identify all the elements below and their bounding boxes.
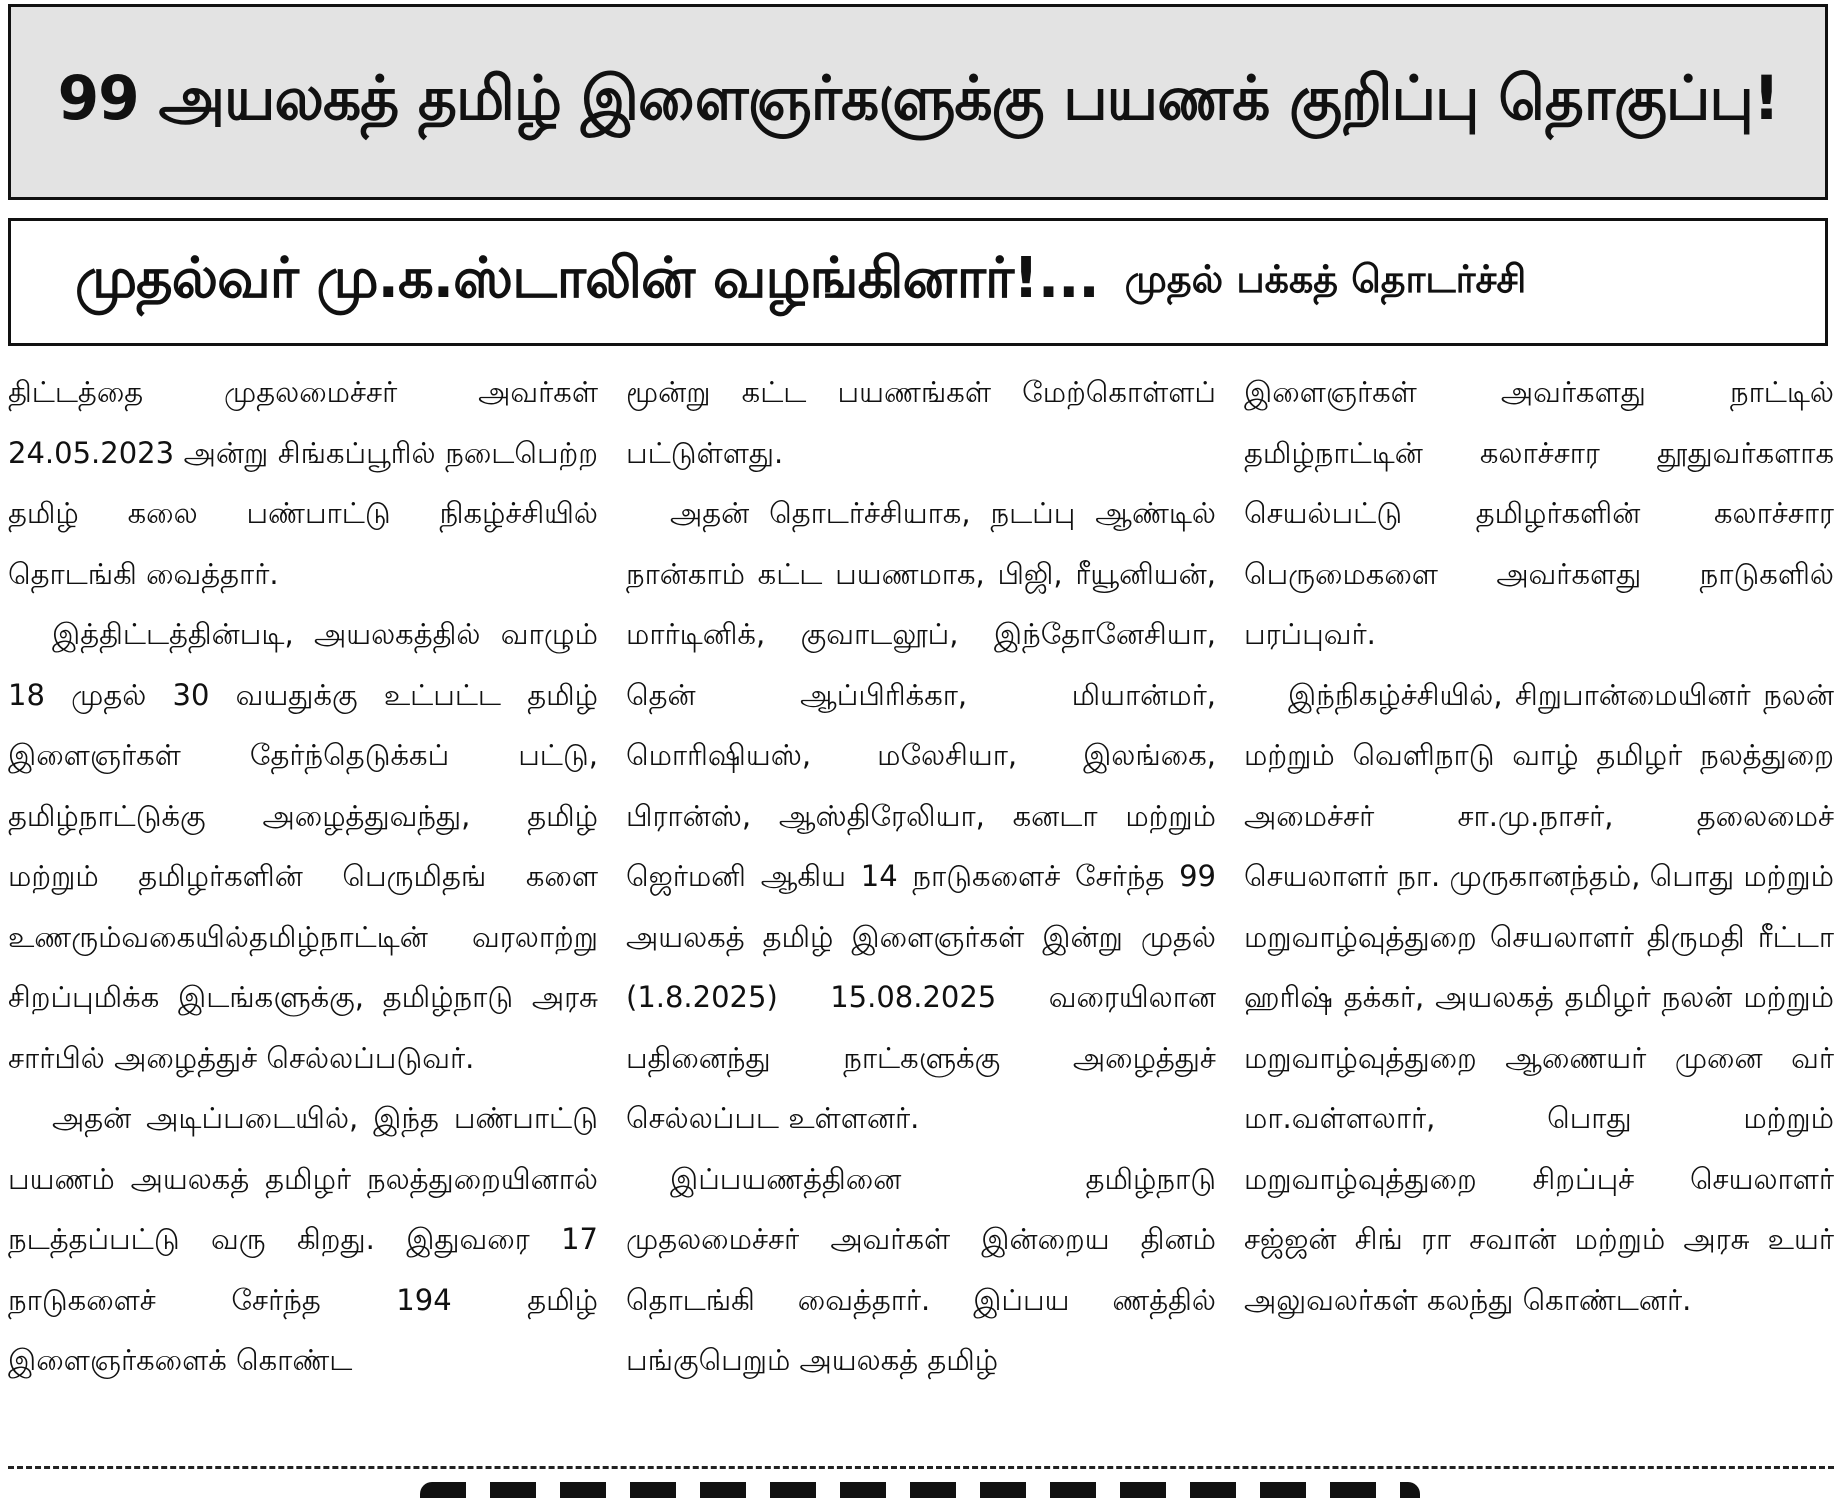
paragraph: மூன்று கட்ட பயணங்கள் மேற்கொள்ளப் பட்டுள்ளது. bbox=[626, 375, 1216, 470]
subheadline-banner bbox=[8, 218, 1828, 346]
article-body bbox=[8, 362, 1834, 1442]
headline-banner bbox=[8, 4, 1828, 200]
paragraph: இளைஞர்கள் அவர்களது நாட்டில் தமிழ்நாட்டின் கலாச்சார தூதுவர்களாக செயல்பட்டு தமிழர்களின் கலாச்சார பெருமைகளை அவர்களது நாடுகளில் பரப்புவர். bbox=[1244, 375, 1834, 651]
headline: 99 அயலகத் தமிழ் இளைஞர்களுக்கு பயணக் குறிப்பு தொகுப்பு! bbox=[57, 62, 1779, 134]
subheadline: முதல்வர் மு.க.ஸ்டாலின் வழங்கினார்!... bbox=[75, 246, 1099, 311]
paragraph: அதன் அடிப்படையில், இந்த பண்பாட்டு பயணம் அயலகத் தமிழர் நலத்துறையினால் நடத்தப்பட்டு வரு கிறது. இதுவரை 17 நாடுகளைச் சேர்ந்த 194 தமிழ் இளைஞர்களைக் கொண்ட bbox=[8, 1101, 598, 1377]
paragraph: இந்நிகழ்ச்சியில், சிறுபான்மையினர் நலன் மற்றும் வெளிநாடு வாழ் தமிழர் நலத்துறை அமைச்சர் சா.மு.நாசர், தலைமைச் செயலாளர் நா. முருகானந்தம், பொது மற்றும் மறுவாழ்வுத்துறை செயலாளர் திருமதி ரீட்டா ஹரிஷ் தக்கர், அயலகத் தமிழர் நலன் மற்றும் மறுவாழ்வுத்துறை ஆணையர் முனை வர் மா.வள்ளலார், பொது மற்றும் மறுவாழ்வுத்துறை சிறப்புச் செயலாளர் சஜ்ஜன் சிங் ரா சவான் மற்றும் அரசு உயர் அலுவலர்கள் கலந்து கொண்டனர். bbox=[1244, 677, 1834, 1317]
paragraph: இத்திட்டத்தின்படி, அயலகத்தில் வாழும் 18 முதல் 30 வயதுக்கு உட்பட்ட தமிழ் இளைஞர்கள் தேர்ந்தெடுக்கப் பட்டு, தமிழ்நாட்டுக்கு அழைத்துவந்து, தமிழ் மற்றும் தமிழர்களின் பெருமிதங் களை உணரும்வகையில்தமிழ்நாட்டின் வரலாற்று சிறப்புமிக்க இடங்களுக்கு, தமிழ்நாடு அரசு சார்பில் அழைத்துச் செல்லப்படுவர். bbox=[8, 617, 598, 1075]
article-column-3 bbox=[1244, 362, 1834, 1442]
dashed-divider bbox=[8, 1466, 1834, 1469]
article-column-2 bbox=[626, 362, 1216, 1442]
article-column-1 bbox=[8, 362, 598, 1442]
paragraph: அதன் தொடர்ச்சியாக, நடப்பு ஆண்டில் நான்காம் கட்ட பயணமாக, பிஜி, ரீயூனியன், மார்டினிக், குவாடலூப், இந்தோனேசியா, தென் ஆப்பிரிக்கா, மியான்மர், மொரிஷியஸ், மலேசியா, இலங்கை, பிரான்ஸ், ஆஸ்திரேலியா, கனடா மற்றும் ஜெர்மனி ஆகிய 14 நாடுகளைச் சேர்ந்த 99 அயலகத் தமிழ் இளைஞர்கள் இன்று முதல் (1.8.2025) 15.08.2025 வரையிலான பதினைந்து நாட்களுக்கு அழைத்துச் செல்லப்பட உள்ளனர். bbox=[626, 496, 1216, 1135]
paragraph: திட்டத்தை முதலமைச்சர் அவர்கள் 24.05.2023 அன்று சிங்கப்பூரில் நடைபெற்ற தமிழ் கலை பண்பாட்டு நிகழ்ச்சியில் தொடங்கி வைத்தார். bbox=[8, 375, 598, 591]
paragraph: இப்பயணத்தினை தமிழ்நாடு முதலமைச்சர் அவர்கள் இன்றைய தினம் தொடங்கி வைத்தார். இப்பய ணத்தில் பங்குபெறும் அயலகத் தமிழ் bbox=[626, 1161, 1216, 1377]
continuation-label: முதல் பக்கத் தொடர்ச்சி bbox=[1124, 257, 1527, 301]
cropped-next-headline bbox=[420, 1482, 1420, 1498]
